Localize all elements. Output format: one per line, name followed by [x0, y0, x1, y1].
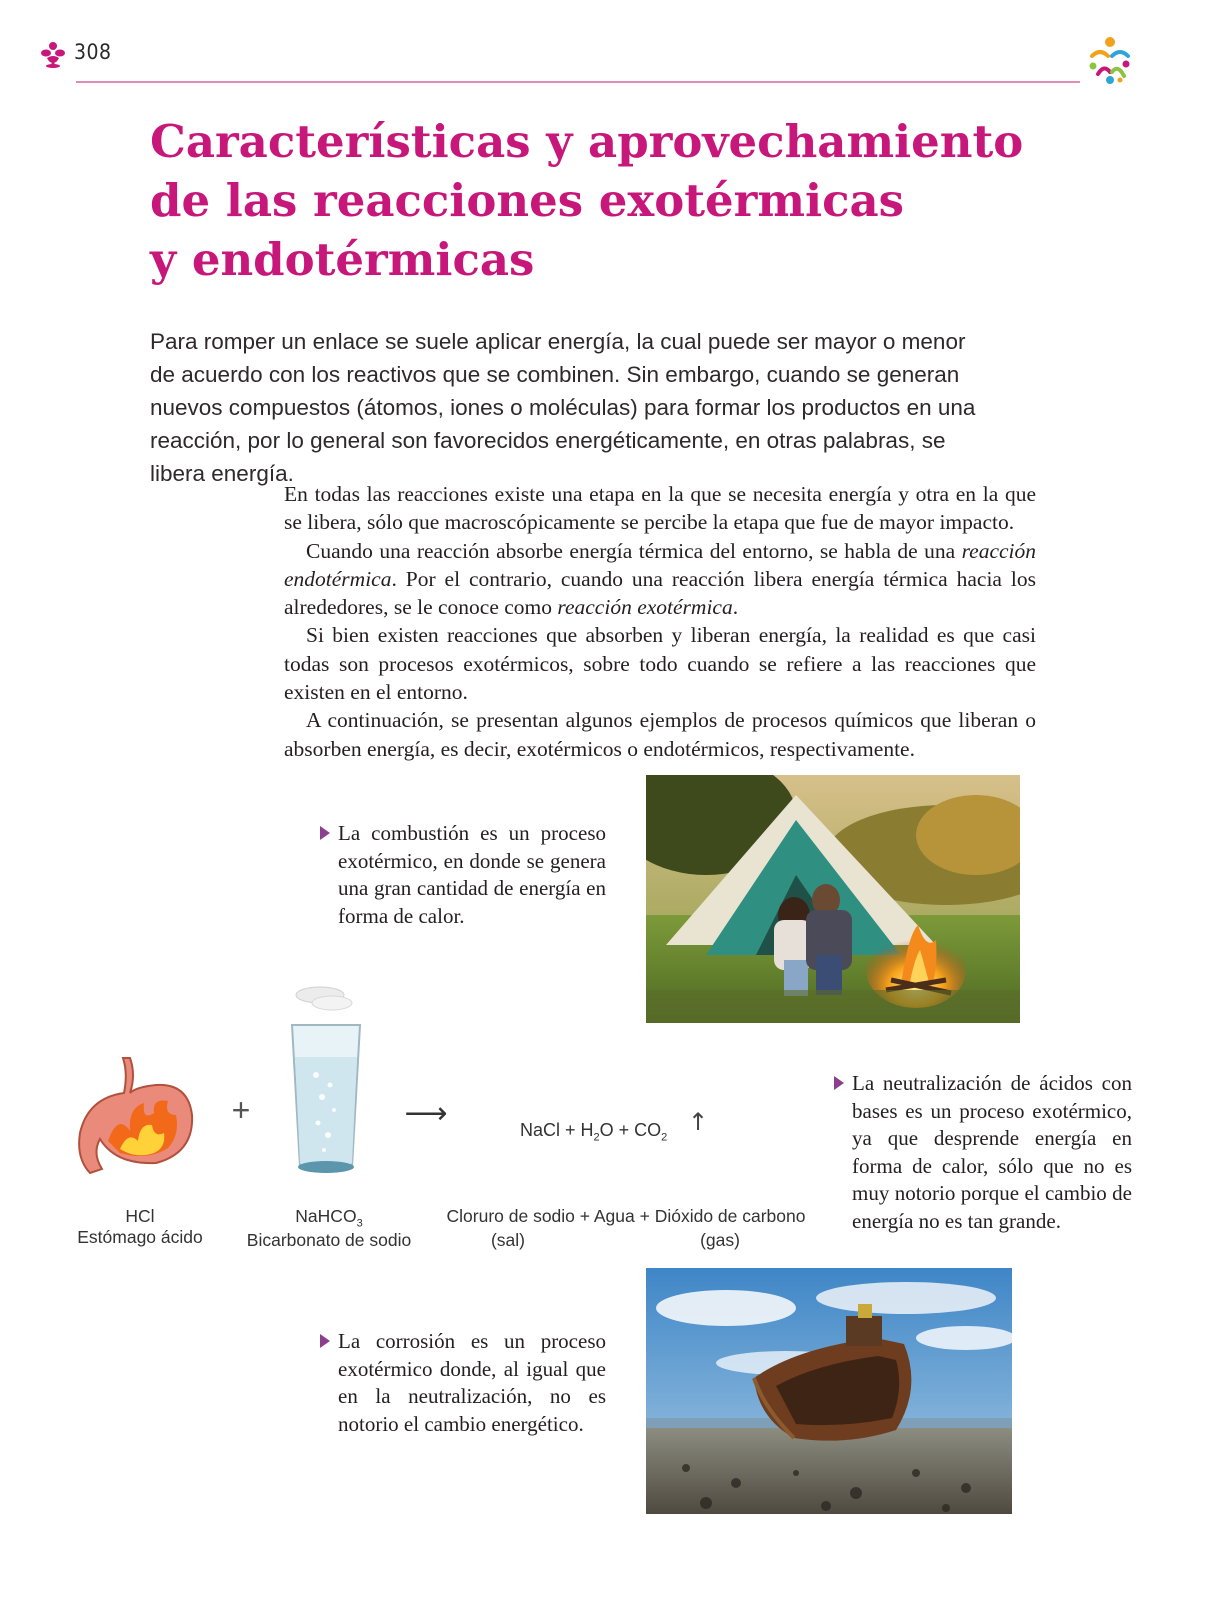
title-line-3: y endotérmicas	[150, 233, 535, 286]
products-sub-1: 2	[593, 1131, 600, 1144]
nahco3-name: Bicarbonato de sodio	[246, 1229, 412, 1250]
body-paragraph-2	[284, 537, 1036, 622]
bicarbonate-glass-icon	[286, 985, 366, 1183]
gas-release-arrow: ↑	[688, 1108, 709, 1136]
lead-paragraph: Para romper un enlace se suele aplicar energía, la cual puede ser mayor o menor de acuerdo con los reactivos que se combinen. Sin embargo, cuando se generan nuevos compuestos (átomos, iones o moléculas) para formar los productos en una reacción, por lo general son favorecidos energéticamente, en otras palabras, se libera energía.	[150, 329, 976, 486]
plus-sign: +	[231, 1092, 251, 1128]
corrosion-caption	[338, 1328, 606, 1438]
neutralization-caption-text: La neutralización de ácidos con bases es un proceso exotérmico, ya que desprende energía en forma de calor, sólo que no es muy notorio porque el cambio de energía no es tan grande.	[852, 1071, 1132, 1233]
combustion-caption-text: La combustión es un proceso exotérmico, en donde se genera una gran cantidad de energía en forma de calor.	[338, 821, 606, 928]
camping-fire-photo	[646, 775, 1020, 1023]
body-p2-text-a: Cuando una reacción absorbe energía térmica del entorno, se habla de una	[306, 538, 962, 563]
gas-label: (gas)	[700, 1230, 740, 1250]
corrosion-caption-text: La corrosión es un proceso exotérmico donde, al igual que en la neutralización, no es notorio el cambio energético.	[338, 1329, 606, 1436]
products-names	[436, 1206, 816, 1227]
body-p2-text-c: .	[732, 595, 739, 620]
nahco3-label	[238, 1206, 420, 1251]
nahco3-sub: 3	[356, 1217, 363, 1230]
body-text	[284, 480, 1036, 763]
products-part-2: O + CO	[599, 1120, 662, 1140]
header-rule	[76, 81, 1080, 83]
hcl-label	[60, 1206, 220, 1248]
neutralization-caption	[852, 1070, 1132, 1235]
products-sub-2: 2	[661, 1131, 668, 1144]
hcl-formula: HCl	[125, 1206, 155, 1226]
nahco3-formula	[238, 1206, 420, 1230]
hcl-name: Estómago ácido	[77, 1227, 203, 1247]
sep-logo-icon	[1082, 34, 1138, 86]
term-exothermic: reacción exotérmica	[557, 595, 733, 620]
products-formula	[520, 1120, 667, 1144]
title-line-1: Características y aprovechamiento	[150, 115, 1024, 168]
title-line-2: de las reacciones exotérmicas	[150, 174, 904, 227]
body-paragraph-4: A continuación, se presentan algunos ejemplos de procesos químicos que liberan o absorben energía, es decir, exotérmicos o endotérmicos, respectivamente.	[284, 708, 1036, 761]
rusted-shipwreck-photo	[646, 1268, 1012, 1514]
bullet-triangle-icon	[320, 1334, 330, 1348]
acid-stomach-icon	[68, 1053, 200, 1179]
page-title	[150, 112, 1050, 289]
body-p2-text-b: . Por el contrario, cuando una reacción libera energía térmica hacia los alrededores, se le conoce como	[284, 566, 1036, 620]
page-number: 308	[74, 40, 112, 64]
bullet-triangle-icon	[320, 826, 330, 840]
reaction-arrow: ⟶	[404, 1096, 448, 1131]
bullet-triangle-icon	[834, 1076, 844, 1090]
products-part-1: NaCl + H	[520, 1120, 594, 1140]
body-paragraph-3: Si bien existen reacciones que absorben y liberan energía, la realidad es que casi todas son procesos exotérmicos, sobre todo cuando se refiere a las reacciones que existen en el entorno.	[284, 623, 1036, 705]
sal-label: (sal)	[490, 1230, 526, 1250]
combustion-caption	[338, 820, 606, 930]
products-names-line: Cloruro de sodio + Agua + Dióxido de carbono	[446, 1206, 806, 1226]
flower-ornament-icon	[40, 40, 66, 68]
nahco3-formula-text: NaHCO	[295, 1206, 357, 1226]
body-paragraph-1: En todas las reacciones existe una etapa en la que se necesita energía y otra en la que se libera, sólo que macroscópicamente se percibe la etapa que fue de mayor impacto.	[284, 482, 1036, 535]
term-endothermic: reacción endotérmica	[284, 538, 1036, 591]
